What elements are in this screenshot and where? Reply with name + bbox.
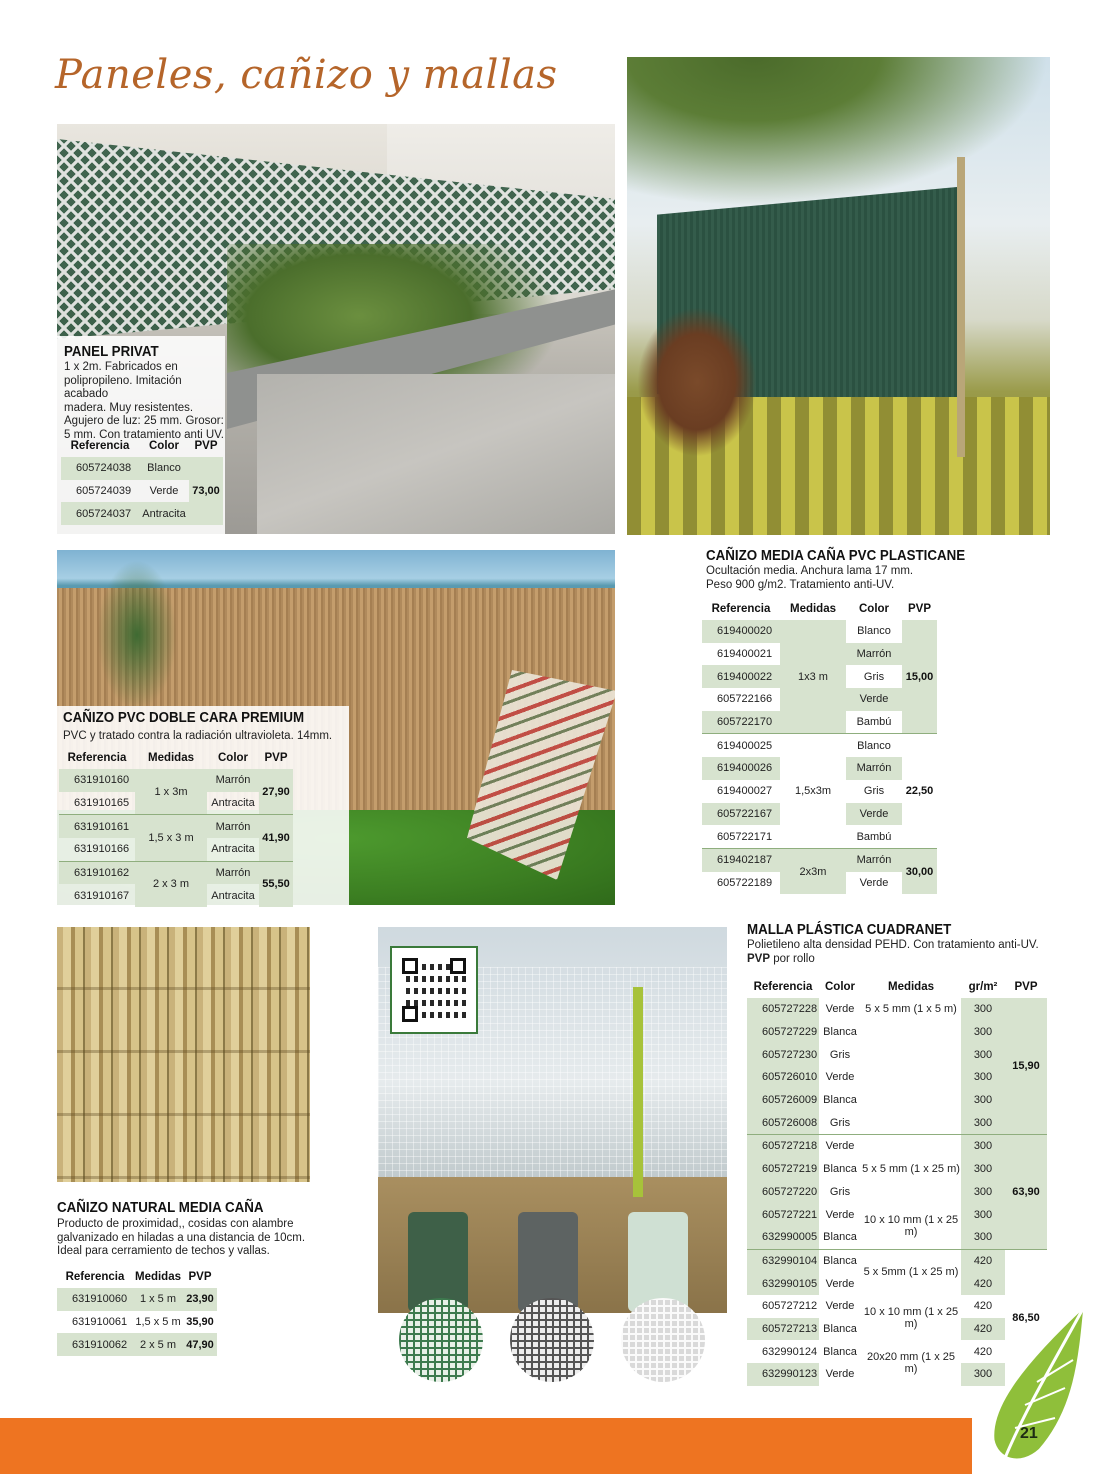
table-row: 605727221 Verde 10 x 10 mm (1 x 25 m) 300 bbox=[747, 1203, 1047, 1226]
table-row: 631910161 1,5 x 3 m Marrón 41,90 bbox=[59, 815, 293, 838]
table-row: 632990005 Blanca 300 bbox=[747, 1226, 1047, 1249]
table-row: 631910166 Antracita bbox=[74, 843, 255, 856]
page-title: Paneles, cañizo y mallas bbox=[55, 52, 558, 98]
table-row: 631910061 1,5 x 5 m 35,90 bbox=[72, 1316, 214, 1329]
table-row: 605727220 Gris 300 bbox=[747, 1181, 1047, 1204]
plasticane-table: Referencia Medidas Color PVP 619400020 1x3 m Blanco 15,00 619400021 Marrón 619400022 Gris 605722166 Verde 605722170 Bambú 619400025 1,5x3m Blanco 22,50 619400026 Marrón 619400027 Gris 605722167 Verde 605722171 Bambú 619402187 2x3m Marrón 30,00 605722189 Verde bbox=[702, 598, 937, 894]
table-row: 619402187 2x3m Marrón 30,00 bbox=[702, 848, 937, 871]
table-row: 631910165 Antracita bbox=[74, 797, 255, 810]
table-row: 631910162 2 x 3 m Marrón 55,50 bbox=[59, 861, 293, 884]
qr-code[interactable] bbox=[390, 946, 478, 1034]
malla-desc: Polietileno alta densidad PEHD. Con tratamiento anti-UV. PVP por rollo bbox=[747, 939, 1039, 965]
table-row: 605727229 Blanca 300 bbox=[747, 1021, 1047, 1044]
table-row: 605726008 Gris 300 bbox=[747, 1111, 1047, 1134]
table-row: 605722189 Verde bbox=[717, 876, 889, 889]
malla-table: Referencia Color Medidas gr/m² PVP 605727228 Verde 5 x 5 mm (1 x 5 m) 300 15,90 605727229 Blanca 300 605727230 Gris 300 605726010 Verde 300 605726009 Blanca 300 605726008 Gris 300 605727218 Verde 5 x 5 mm (1 x 25 m) 300 63,90 605727219 Blanca 300 605727220 Gris 300 605727221 Verde 10 x 10 mm (1 x 25 m) 300 632990005 Blanca 300 632990104 Blanca 5 x 5mm (1 x 25 m) 420 86,50 632990105 Verde 420 605727212 Verde 10 x 10 mm (1 x 25 m) 420 605727213 Blanca 420 632990124 Blanca 20x20 mm (1 x 25 m) 420 632990123 Verde 300 bbox=[747, 976, 1047, 1386]
table-row: 631910062 2 x 5 m 47,90 bbox=[57, 1333, 217, 1356]
table-row: 631910060 1 x 5 m 23,90 bbox=[57, 1288, 217, 1311]
canizo-premium-title: CAÑIZO PVC DOBLE CARA PREMIUM bbox=[63, 710, 305, 726]
malla-title: MALLA PLÁSTICA CUADRANET bbox=[747, 922, 952, 938]
photo-canizo-natural bbox=[57, 927, 310, 1182]
table-row: 605727213 Blanca 420 bbox=[747, 1318, 1047, 1341]
table-row: 605724037 Antracita bbox=[61, 502, 223, 525]
table-row: 619400025 1,5x3m Blanco 22,50 bbox=[702, 734, 937, 757]
table-row: 632990105 Verde 420 bbox=[747, 1272, 1047, 1295]
table-row: 605722167 Verde bbox=[702, 803, 937, 826]
canizo-natural-table: Referencia Medidas PVP 631910060 1 x 5 m 23,90 631910061 1,5 x 5 m 35,90 631910062 2 x 5 m 47,90 bbox=[57, 1266, 217, 1356]
table-row: 605722171 Bambú bbox=[717, 830, 892, 843]
panel-privat-desc: 1 x 2m. Fabricados en polipropileno. Imitación acabado madera. Muy resistentes. Agujero de luz: 25 mm. Grosor: 5 mm. Con tratamiento anti UV. bbox=[64, 361, 225, 441]
table-row: 619400020 1x3 m Blanco 15,00 bbox=[702, 620, 937, 643]
plasticane-desc: Ocultación media. Anchura lama 17 mm. Peso 900 g/m2. Tratamiento anti-UV. bbox=[706, 565, 914, 591]
table-row: 631910160 1 x 3m Marrón 27,90 bbox=[59, 769, 293, 792]
panel-privat-table: Referencia Color PVP 605724038 Blanco 73,00 605724039 Verde 605724037 Antracita bbox=[61, 435, 223, 525]
table-row: 619400022 Gris bbox=[702, 665, 937, 688]
table-row: 631910167 Antracita bbox=[74, 889, 255, 902]
leaf-icon bbox=[985, 1300, 1095, 1470]
panel-privat-title: PANEL PRIVAT bbox=[64, 344, 159, 360]
table-row: 632990124 Blanca 20x20 mm (1 x 25 m) 420 bbox=[762, 1345, 993, 1375]
table-row: 605727218 Verde 5 x 5 mm (1 x 25 m) 300 63,90 bbox=[747, 1135, 1047, 1158]
table-row: 605726009 Blanca 300 bbox=[747, 1089, 1047, 1112]
table-row: 605722166 Verde bbox=[702, 688, 937, 711]
table-row: 605727212 Verde 10 x 10 mm (1 x 25 m) 420 bbox=[762, 1300, 993, 1330]
table-row: 605727230 Gris 300 bbox=[747, 1043, 1047, 1066]
table-row: 605727219 Blanca 300 bbox=[747, 1158, 1047, 1181]
table-row: 605727228 Verde 5 x 5 mm (1 x 5 m) 300 15,90 bbox=[747, 998, 1047, 1021]
table-row: 605722170 Bambú bbox=[702, 711, 937, 734]
table-row: 605724038 Blanco 73,00 bbox=[61, 457, 223, 480]
canizo-premium-table: Referencia Medidas Color PVP 631910160 1 x 3m Marrón 27,90 631910165 Antracita 631910161 1,5 x 3 m Marrón 41,90 631910166 Antracita 631910162 2 x 3 m Marrón 55,50 631910167 Antracita bbox=[59, 747, 293, 907]
mesh-swatch-green bbox=[399, 1298, 483, 1382]
page-number: 21 bbox=[1020, 1425, 1038, 1442]
mesh-swatch-grey bbox=[510, 1298, 594, 1382]
table-row: 605726010 Verde 300 bbox=[747, 1066, 1047, 1089]
footer-bar bbox=[0, 1418, 972, 1474]
table-row: 632990104 Blanca 5 x 5mm (1 x 25 m) 420 86,50 bbox=[747, 1249, 1047, 1272]
table-row: 619400021 Marrón bbox=[702, 643, 937, 666]
mesh-swatch-white bbox=[621, 1298, 705, 1382]
canizo-natural-title: CAÑIZO NATURAL MEDIA CAÑA bbox=[57, 1200, 264, 1216]
table-row: 605724039 Verde bbox=[76, 485, 179, 498]
plasticane-title: CAÑIZO MEDIA CAÑA PVC PLASTICANE bbox=[706, 548, 966, 564]
table-row: 619400026 Marrón bbox=[702, 757, 937, 780]
table-row: 619400027 Gris bbox=[717, 785, 885, 798]
photo-plasticane bbox=[627, 57, 1050, 535]
canizo-natural-desc: Producto de proximidad,, cosidas con alambre galvanizado en hiladas a una distancia de 10cm. Ideal para cerramiento de techos y vallas. bbox=[57, 1218, 306, 1257]
canizo-premium-desc: PVC y tratado contra la radiación ultravioleta. 14mm. bbox=[63, 730, 333, 742]
table-row: 632990123 Verde 300 bbox=[747, 1363, 1047, 1386]
